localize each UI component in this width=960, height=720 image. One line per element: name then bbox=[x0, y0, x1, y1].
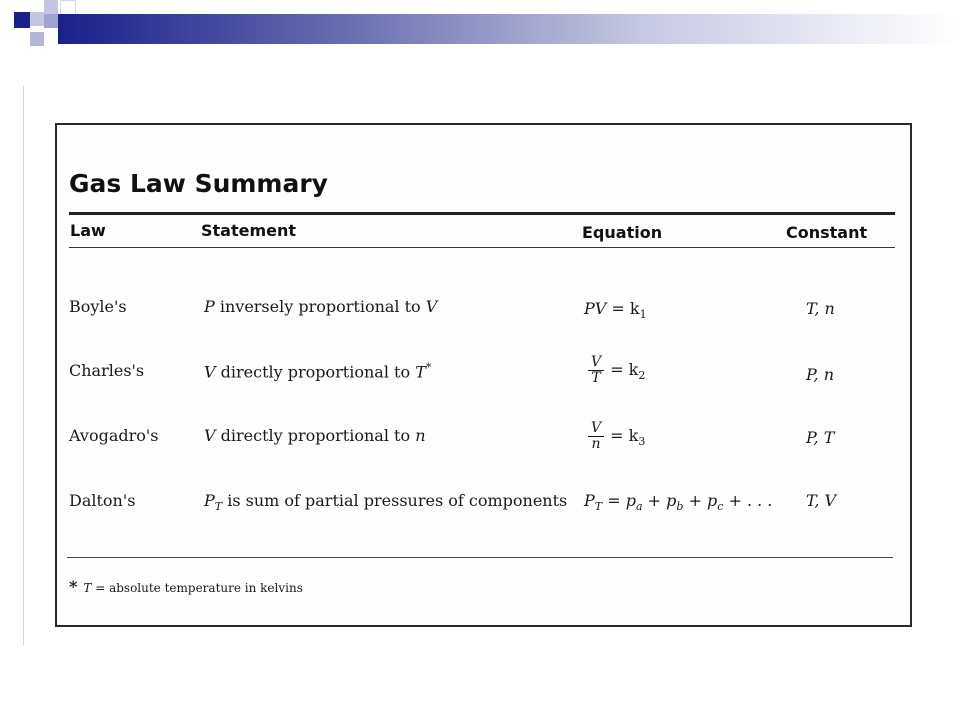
law-equation: $\frac{V}{n}$ = $k_3$ bbox=[588, 421, 645, 452]
footnote-text: = absolute temperature in kelvins bbox=[91, 581, 303, 595]
table-row-charles bbox=[57, 354, 910, 399]
fraction: $\frac{V}{T}$ bbox=[588, 355, 604, 386]
slide-left-rule bbox=[23, 86, 24, 646]
law-statement: $P_T$ is sum of partial pressures of components bbox=[204, 491, 568, 514]
footnote-marker: * bbox=[69, 577, 78, 596]
law-statement: V directly proportional to T* bbox=[204, 361, 432, 382]
header-gradient-bar bbox=[58, 14, 958, 44]
decor-square bbox=[30, 32, 44, 46]
fraction: $\frac{V}{n}$ bbox=[588, 421, 604, 452]
law-name: Charles's bbox=[69, 361, 145, 380]
footnote bbox=[69, 577, 303, 596]
table-title: Gas Law Summary bbox=[69, 169, 328, 198]
header-equation: Equation bbox=[582, 223, 663, 242]
law-equation: $\frac{V}{T}$ = $k_2$ bbox=[588, 355, 645, 386]
law-name: Boyle's bbox=[69, 297, 127, 316]
decor-square bbox=[44, 0, 58, 14]
law-constant: T, V bbox=[806, 491, 837, 510]
law-equation: $P_T = p_a + p_b + p_c$ + . . . bbox=[584, 491, 773, 514]
law-name: Dalton's bbox=[69, 491, 136, 510]
law-statement: P inversely proportional to V bbox=[204, 297, 438, 316]
footnote-variable: T bbox=[83, 581, 92, 595]
law-equation: PV = $k_1$ bbox=[584, 299, 647, 322]
bottom-rule bbox=[67, 557, 893, 558]
law-constant: T, n bbox=[806, 299, 835, 318]
header-law: Law bbox=[70, 221, 106, 240]
law-statement: V directly proportional to n bbox=[204, 426, 426, 445]
title-rule bbox=[69, 212, 895, 215]
header-constant: Constant bbox=[786, 223, 868, 242]
table-row-avogadro bbox=[57, 420, 910, 466]
gas-law-table-panel bbox=[55, 123, 912, 627]
law-constant: P, n bbox=[806, 365, 834, 384]
table-row-boyles bbox=[57, 297, 910, 337]
header-statement: Statement bbox=[201, 221, 297, 240]
header-rule bbox=[69, 247, 895, 248]
decor-square bbox=[30, 12, 44, 26]
table-row-daltons bbox=[57, 491, 910, 531]
law-name: Avogadro's bbox=[69, 426, 159, 445]
decor-square bbox=[44, 14, 58, 28]
decor-square bbox=[14, 12, 30, 28]
law-constant: P, T bbox=[806, 428, 835, 447]
